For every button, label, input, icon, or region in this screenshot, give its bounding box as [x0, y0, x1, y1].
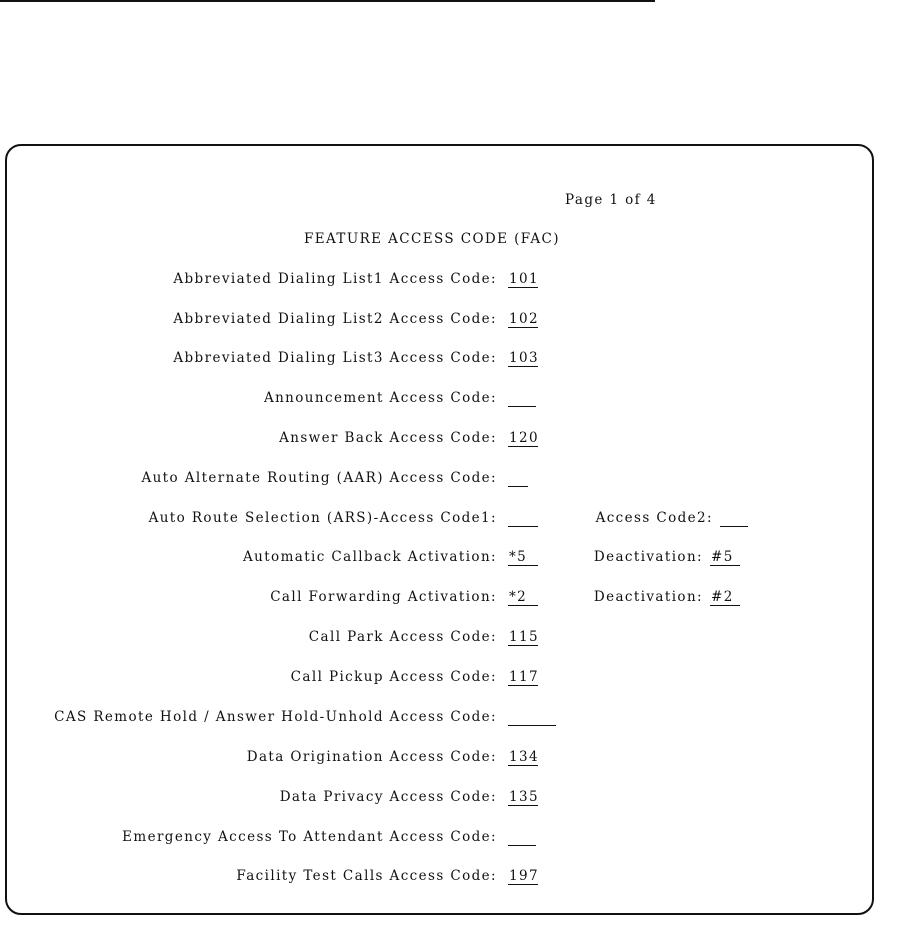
top-rule — [0, 0, 655, 2]
field-label-emergency-attendant: Emergency Access To Attendant Access Code: — [122, 829, 497, 845]
field-label-ars-code2: Access Code2: — [595, 510, 713, 526]
field-label-ars-code1: Auto Route Selection (ARS)-Access Code1: — [148, 510, 497, 526]
aar-field[interactable] — [508, 470, 528, 487]
field-label-announcement: Announcement Access Code: — [263, 390, 497, 406]
call-pickup-field[interactable]: 117 — [509, 669, 539, 685]
field-label-answer-back: Answer Back Access Code: — [279, 430, 497, 446]
answer-back-field[interactable]: 120 — [509, 430, 539, 446]
forwarding-deactivation-field[interactable]: #2 — [710, 589, 740, 606]
call-park-field[interactable]: 115 — [509, 629, 539, 645]
field-label-callback-activation: Automatic Callback Activation: — [242, 549, 497, 565]
field-label-abbrev-list1: Abbreviated Dialing List1 Access Code: — [173, 271, 497, 287]
field-label-abbrev-list3: Abbreviated Dialing List3 Access Code: — [173, 350, 497, 366]
abbrev-list1-field[interactable]: 101 — [509, 271, 539, 287]
ars-code1-field[interactable] — [508, 510, 538, 527]
abbrev-list2-field[interactable]: 102 — [509, 311, 539, 327]
ars-code2-field[interactable] — [720, 510, 748, 527]
field-label-data-privacy: Data Privacy Access Code: — [279, 789, 497, 805]
field-label-call-park: Call Park Access Code: — [308, 629, 497, 645]
field-label-forwarding-activation: Call Forwarding Activation: — [270, 589, 497, 605]
announcement-field[interactable] — [508, 390, 536, 407]
form-title: FEATURE ACCESS CODE (FAC) — [304, 231, 560, 247]
data-privacy-field[interactable]: 135 — [509, 789, 539, 805]
cas-remote-hold-field[interactable] — [508, 709, 556, 726]
facility-test-field[interactable]: 197 — [509, 868, 539, 884]
field-label-cas-remote-hold: CAS Remote Hold / Answer Hold-Unhold Access Code: — [54, 709, 497, 725]
field-label-aar: Auto Alternate Routing (AAR) Access Code: — [141, 470, 497, 486]
page-indicator: Page 1 of 4 — [565, 192, 657, 208]
emergency-attendant-field[interactable] — [508, 829, 536, 846]
field-label-facility-test: Facility Test Calls Access Code: — [236, 868, 497, 884]
data-origination-field[interactable]: 134 — [509, 749, 539, 765]
callback-activation-field[interactable]: *5 — [508, 549, 538, 566]
field-label-call-pickup: Call Pickup Access Code: — [290, 669, 497, 685]
forwarding-activation-field[interactable]: *2 — [508, 589, 538, 606]
abbrev-list3-field[interactable]: 103 — [509, 350, 539, 366]
field-label-callback-deactivation: Deactivation: — [593, 549, 703, 565]
field-label-abbrev-list2: Abbreviated Dialing List2 Access Code: — [173, 311, 497, 327]
callback-deactivation-field[interactable]: #5 — [710, 549, 740, 566]
field-label-data-origination: Data Origination Access Code: — [246, 749, 497, 765]
field-label-forwarding-deactivation: Deactivation: — [593, 589, 703, 605]
